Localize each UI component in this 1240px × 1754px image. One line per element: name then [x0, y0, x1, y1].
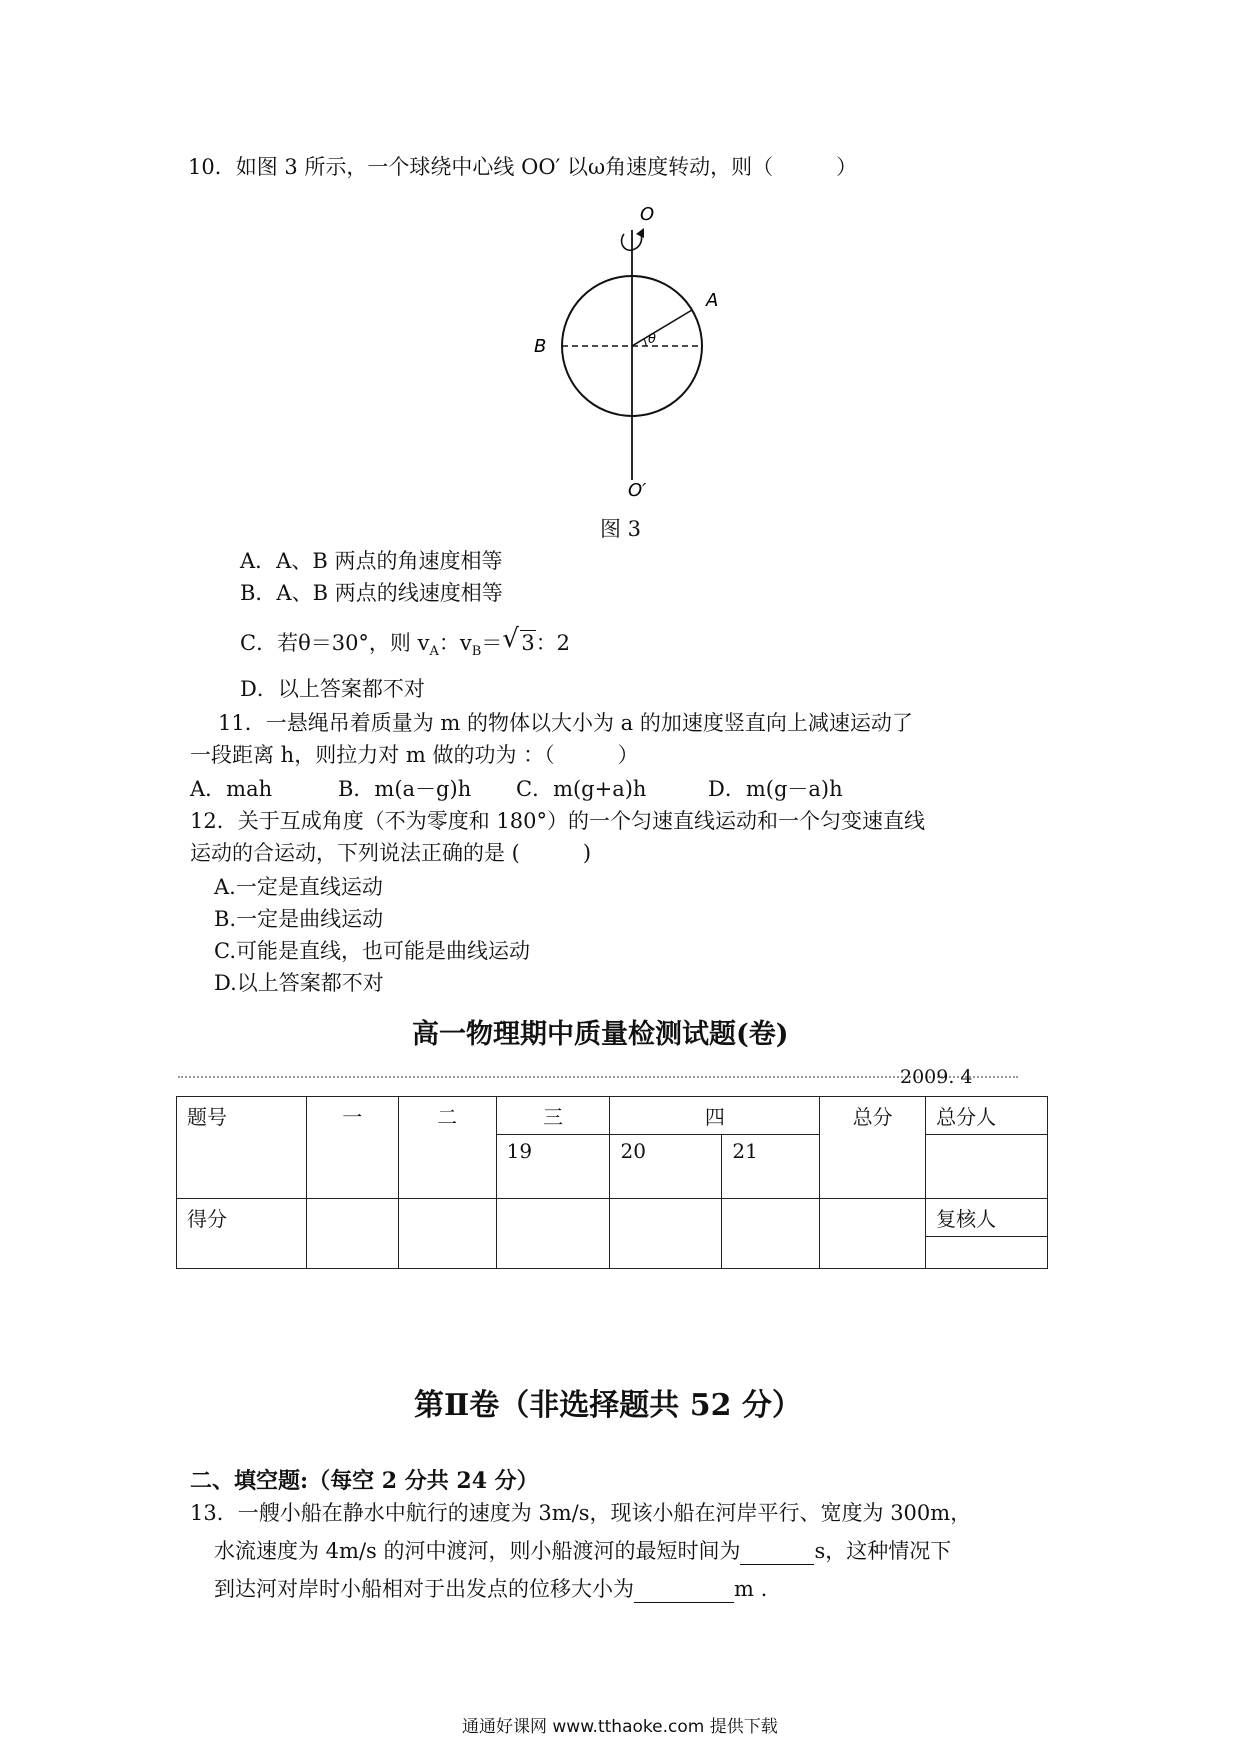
q10-option-c [240, 624, 571, 665]
answer-blank-time [740, 1538, 814, 1565]
header-section-1: 一 [306, 1097, 398, 1199]
reviewer-blank [926, 1237, 1048, 1269]
exam-title: 高一物理期中质量检测试题(卷) [412, 1019, 789, 1050]
radius-to-a [632, 310, 692, 346]
q11-line1: 11．一悬绳吊着质量为 m 的物体以大小为 a 的加速度竖直向上减速运动了 [218, 711, 913, 735]
header-section-4: 四 [610, 1097, 820, 1135]
q10-stem: 10．如图 3 所示，一个球绕中心线 OO′ 以ω角速度转动，则（ ） [188, 155, 858, 179]
label-o-top: O [640, 204, 655, 225]
rotation-arrowhead-icon [636, 228, 644, 238]
q10-option-a: A．A、B 两点的角速度相等 [240, 549, 503, 573]
theta-arc [644, 339, 646, 346]
q10-option-c-mid: ：v [438, 631, 472, 655]
header-question-number: 题号 [177, 1097, 307, 1199]
label-b: B [534, 336, 547, 357]
label-theta: θ [648, 332, 656, 347]
score-cell-19 [496, 1199, 610, 1269]
q11-option-c: C．m(g+a)h [516, 777, 647, 801]
q10-option-c-prefix: C．若θ＝30°，则 v [240, 631, 430, 655]
score-cell-2 [398, 1199, 496, 1269]
q13-line3-unit: m . [734, 1577, 768, 1601]
q12-option-b: B.一定是曲线运动 [214, 907, 384, 931]
q11-line2: 一段距离 h，则拉力对 m 做的功为 ：（ ） [190, 743, 639, 767]
label-a: A [706, 290, 719, 311]
q12-line1: 12．关于互成角度（不为零度和 180°）的一个匀速直线运动和一个匀变速直线 [190, 809, 925, 833]
part2-title: 第Ⅱ卷（非选择题共 52 分） [414, 1388, 802, 1423]
header-q21: 21 [722, 1135, 820, 1199]
header-q20: 20 [610, 1135, 722, 1199]
q10-option-c-sub-a: A [429, 644, 439, 659]
q12-option-c: C.可能是直线，也可能是曲线运动 [214, 939, 530, 963]
header-section-2: 二 [398, 1097, 496, 1199]
header-q19: 19 [496, 1135, 610, 1199]
totaler-blank [926, 1135, 1048, 1199]
exam-date: 2009. 4 [900, 1066, 973, 1088]
footer-credit: 通通好课网 www.tthaoke.com 提供下载 [462, 1717, 778, 1737]
q13-line3 [214, 1576, 767, 1603]
q11-option-d: D．m(g－a)h [708, 777, 843, 801]
sqrt-argument: 3 [521, 631, 535, 655]
header-section-3: 三 [496, 1097, 610, 1135]
q12-line2: 运动的合运动，下列说法正确的是 ( ) [190, 841, 592, 865]
q12-option-d: D.以上答案都不对 [214, 971, 384, 995]
q12-option-a: A.一定是直线运动 [214, 875, 383, 899]
row-score-label: 得分 [177, 1199, 307, 1269]
answer-blank-displacement [634, 1576, 734, 1603]
figure-3-sphere [520, 200, 720, 500]
q10-option-c-suffix: ：2 [535, 631, 571, 655]
header-reviewer: 复核人 [926, 1199, 1048, 1237]
q13-line2-text: 水流速度为 4m/s 的河中渡河，则小船渡河的最短时间为 [214, 1539, 741, 1563]
q13-line1: 13．一艘小船在静水中航行的速度为 3m/s，现该小船在河岸平行、宽度为 300m， [190, 1501, 972, 1525]
figure-caption: 图 3 [600, 517, 642, 541]
q13-line2-unit: s，这种情况下 [814, 1539, 952, 1563]
score-cell-1 [306, 1199, 398, 1269]
score-cell-total [820, 1199, 926, 1269]
header-total: 总分 [820, 1097, 926, 1199]
q10-option-c-eq: ＝ [481, 631, 503, 655]
q11-option-b: B．m(a－g)h [338, 777, 472, 801]
dotted-divider [178, 1076, 1018, 1078]
q10-option-b: B．A、B 两点的线速度相等 [240, 581, 503, 605]
q13-line3-text: 到达河对岸时小船相对于出发点的位移大小为 [214, 1577, 634, 1601]
header-totaler: 总分人 [926, 1097, 1048, 1135]
sqrt-sign: √ 3 [502, 624, 535, 655]
section-heading: 二、填空题:（每空 2 分共 24 分） [190, 1468, 539, 1494]
q11-option-a: A．mah [190, 777, 273, 801]
q13-line2 [214, 1538, 951, 1565]
label-o-bottom: O′ [628, 480, 647, 500]
score-cell-20 [610, 1199, 722, 1269]
score-cell-21 [722, 1199, 820, 1269]
q10-option-c-sub-b: B [471, 644, 482, 659]
q10-option-d: D．以上答案都不对 [240, 677, 425, 701]
score-table [176, 1096, 1048, 1269]
